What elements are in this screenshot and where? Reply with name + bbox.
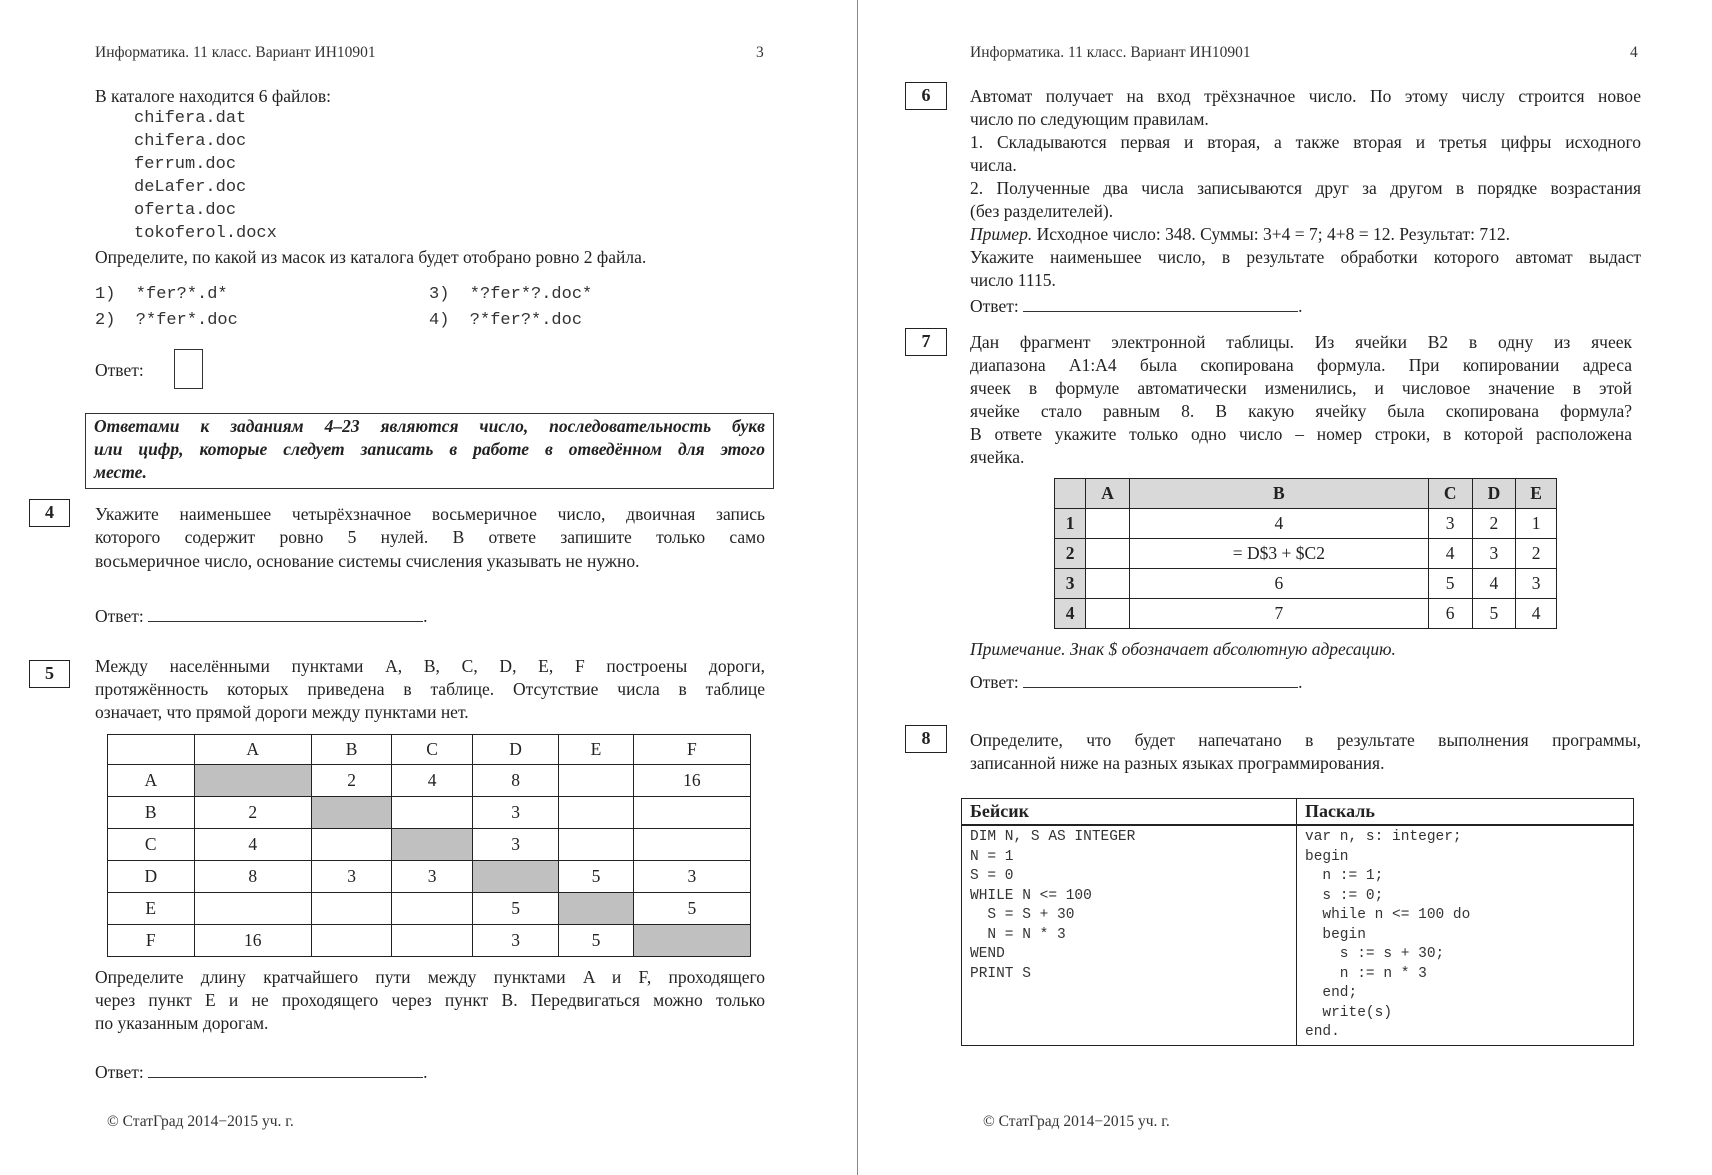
task8-text: записанной ниже на разных языках программирования.: [970, 753, 1385, 773]
task6-text: число 1115.: [970, 270, 1056, 290]
table-cell: 5: [1428, 569, 1472, 599]
table-cell: 8: [194, 861, 311, 893]
table-cell: 7: [1129, 599, 1428, 629]
row-header: 2: [1055, 539, 1086, 569]
footer: © СтатГрад 2014−2015 уч. г.: [107, 1113, 294, 1130]
notice-line: Ответами к заданиям 4–23 являются число, последовательность букв: [94, 416, 765, 436]
column-header: E: [559, 735, 633, 765]
option-3: 3) *?fer*?.doc*: [429, 285, 593, 304]
table-cell: 4: [1516, 599, 1557, 629]
table-cell: = D$3 + $C2: [1129, 539, 1428, 569]
table-cell: [1086, 569, 1130, 599]
task6-text: число по следующим правилам.: [970, 109, 1209, 129]
answer-box[interactable]: [174, 349, 203, 389]
table-cell: 3: [311, 861, 391, 893]
column-header: B: [1129, 479, 1428, 509]
row-header: D: [108, 861, 195, 893]
task7-text: ячеек в формуле автоматически изменились, и числовое значение в этой: [970, 378, 1632, 398]
example-text: Исходное число: 348. Суммы: 3+4 = 7; 4+8 = 12. Результат: 712.: [1032, 224, 1510, 244]
table-cell: 5: [559, 861, 633, 893]
task6-text: числа.: [970, 155, 1017, 175]
table-cell: 5: [559, 925, 633, 957]
notice-box: [85, 413, 774, 489]
table-cell: [392, 829, 472, 861]
table-cell: 4: [392, 765, 472, 797]
basic-header: Бейсик: [962, 799, 1297, 826]
task4-answer: Ответ: .: [95, 606, 428, 626]
table-cell: 16: [633, 765, 750, 797]
table-cell: 3: [633, 861, 750, 893]
task5-question: по указанным дорогам.: [95, 1013, 269, 1033]
table-cell: 3: [1516, 569, 1557, 599]
table-cell: 5: [633, 893, 750, 925]
table-cell: 3: [472, 829, 559, 861]
table-cell: 4: [194, 829, 311, 861]
answer-label: Ответ:: [95, 360, 144, 380]
task5-answer: Ответ: .: [95, 1062, 428, 1082]
table-cell: 5: [1472, 599, 1516, 629]
basic-code: DIM N, S AS INTEGER N = 1 S = 0 WHILE N <= 100 S = S + 30 N = N * 3 WEND PRINT S: [970, 829, 1136, 982]
task3-question: Определите, по какой из масок из каталога будет отобрано ровно 2 файла.: [95, 247, 647, 267]
table-cell: 3: [472, 797, 559, 829]
task-number-5: 5: [29, 660, 70, 688]
table-cell: [633, 829, 750, 861]
table-cell: 5: [472, 893, 559, 925]
file-name: chifera.doc: [134, 132, 247, 151]
table-cell: [559, 797, 633, 829]
task4-text: Укажите наименьшее четырёхзначное восьмеричное число, двоичная запись: [95, 504, 765, 524]
task5-text: Между населёнными пунктами A, B, C, D, E, F построены дороги,: [95, 656, 765, 676]
distance-table: [107, 734, 751, 957]
task-number-4: 4: [29, 499, 70, 527]
table-row: [1055, 569, 1557, 599]
table-row: [108, 797, 751, 829]
task6-text: 1. Складываются первая и вторая, а также вторая и третья цифры исходного: [970, 132, 1641, 152]
table-cell: 3: [1472, 539, 1516, 569]
task5-text: означает, что прямой дороги между пунктами нет.: [95, 702, 469, 722]
task7-text: диапазона A1:A4 была скопирована формула. При копировании адреса: [970, 355, 1632, 375]
table-cell: [194, 765, 311, 797]
row-header: E: [108, 893, 195, 925]
task-number-8: 8: [905, 725, 947, 753]
task3-intro: В каталоге находится 6 файлов:: [95, 86, 331, 106]
task5-question: через пункт E и не проходящего через пункт B. Передвигаться можно только: [95, 990, 765, 1010]
table-cell: [559, 893, 633, 925]
page-header: Информатика. 11 класс. Вариант ИН10901: [95, 44, 376, 61]
table-cell: [1086, 539, 1130, 569]
table-row: [1055, 599, 1557, 629]
table-row: [108, 893, 751, 925]
table-cell: 2: [311, 765, 391, 797]
option-1: 1) *fer?*.d*: [95, 285, 228, 304]
page-header: Информатика. 11 класс. Вариант ИН10901: [970, 44, 1251, 61]
table-cell: 2: [1516, 539, 1557, 569]
task7-text: В ответе укажите только одно число – номер строки, в которой расположена: [970, 424, 1632, 444]
table-cell: 2: [1472, 509, 1516, 539]
task7-text: Дан фрагмент электронной таблицы. Из ячейки B2 в одну из ячеек: [970, 332, 1632, 352]
table-row: [108, 925, 751, 957]
task-number-7: 7: [905, 328, 947, 356]
answer-line[interactable]: [148, 1060, 423, 1078]
column-header: D: [472, 735, 559, 765]
table-cell: 4: [1428, 539, 1472, 569]
file-name: deLafer.doc: [134, 178, 247, 197]
pascal-code: var n, s: integer; begin n := 1; s := 0; while n <= 100 do begin s := s + 30; n := n * 3 end; write(s) end.: [1305, 829, 1471, 1040]
table-cell: 16: [194, 925, 311, 957]
page-divider: [857, 0, 858, 1175]
column-header: F: [633, 735, 750, 765]
task7-text: ячейке стало равным 8. В какую ячейку была скопирована формула?: [970, 401, 1632, 421]
notice-line: месте.: [94, 462, 147, 482]
task5-question: Определите длину кратчайшего пути между пунктами A и F, проходящего: [95, 967, 765, 987]
table-row: [108, 765, 751, 797]
answer-label: Ответ:: [95, 606, 144, 626]
table-cell: [392, 893, 472, 925]
table-cell: 8: [472, 765, 559, 797]
notice-line: или цифр, которые следует записать в работе в отведённом для этого: [94, 439, 765, 459]
table-cell: [1086, 509, 1130, 539]
row-header: B: [108, 797, 195, 829]
task7-note: Примечание. Знак $ обозначает абсолютную адресацию.: [970, 639, 1396, 659]
pascal-header: Паскаль: [1297, 799, 1634, 826]
task-number-6: 6: [905, 82, 947, 110]
program-table: [961, 798, 1634, 1046]
table-cell: [392, 797, 472, 829]
task8-text: Определите, что будет напечатано в результате выполнения программы,: [970, 730, 1641, 750]
table-cell: [559, 765, 633, 797]
column-header: [1055, 479, 1086, 509]
task6-answer: Ответ: .: [970, 296, 1303, 316]
table-row: [108, 861, 751, 893]
table-cell: [311, 893, 391, 925]
table-cell: 3: [392, 861, 472, 893]
table-cell: 6: [1129, 569, 1428, 599]
column-header: [108, 735, 195, 765]
table-cell: [392, 925, 472, 957]
footer: © СтатГрад 2014−2015 уч. г.: [983, 1113, 1170, 1130]
answer-label: Ответ:: [970, 672, 1019, 692]
table-cell: 3: [472, 925, 559, 957]
table-row: [1055, 539, 1557, 569]
file-name: ferrum.doc: [134, 155, 237, 174]
task7-answer: Ответ: .: [970, 672, 1303, 692]
row-header: 1: [1055, 509, 1086, 539]
table-cell: [559, 829, 633, 861]
task6-text: Автомат получает на вход трёхзначное число. По этому числу строится новое: [970, 86, 1641, 106]
table-cell: 6: [1428, 599, 1472, 629]
page-number: 4: [1630, 44, 1638, 61]
row-header: C: [108, 829, 195, 861]
task6-text: 2. Полученные два числа записываются друг за другом в порядке возрастания: [970, 178, 1641, 198]
table-cell: 3: [1428, 509, 1472, 539]
table-row: [108, 829, 751, 861]
table-cell: [311, 797, 391, 829]
row-header: A: [108, 765, 195, 797]
spreadsheet-table: [1054, 478, 1557, 629]
task4-text: восьмеричное число, основание системы счисления указывать не нужно.: [95, 551, 640, 571]
table-cell: [311, 925, 391, 957]
task6-text: Укажите наименьшее число, в результате обработки которого автомат выдаст: [970, 247, 1641, 267]
table-cell: 4: [1472, 569, 1516, 599]
option-2: 2) ?*fer*.doc: [95, 311, 238, 330]
table-cell: [311, 829, 391, 861]
answer-line[interactable]: [1023, 670, 1298, 688]
table-cell: [633, 925, 750, 957]
column-header: C: [392, 735, 472, 765]
answer-label: Ответ:: [970, 296, 1019, 316]
table-cell: [1086, 599, 1130, 629]
task7-text: ячейка.: [970, 447, 1025, 467]
table-cell: 4: [1129, 509, 1428, 539]
column-header: A: [194, 735, 311, 765]
answer-line[interactable]: [1023, 294, 1298, 312]
table-cell: [472, 861, 559, 893]
column-header: D: [1472, 479, 1516, 509]
answer-label: Ответ:: [95, 1062, 144, 1082]
column-header: E: [1516, 479, 1557, 509]
column-header: B: [311, 735, 391, 765]
page-number: 3: [756, 44, 764, 61]
column-header: C: [1428, 479, 1472, 509]
example-label: Пример.: [970, 224, 1033, 244]
file-name: tokoferol.docx: [134, 224, 277, 243]
task6-text: (без разделителей).: [970, 201, 1114, 221]
table-row: [1055, 509, 1557, 539]
table-cell: 2: [194, 797, 311, 829]
task6-example: [970, 223, 1510, 246]
task4-text: которого содержит ровно 5 нулей. В ответе запишите только само: [95, 527, 765, 547]
answer-line[interactable]: [148, 604, 423, 622]
option-4: 4) ?*fer?*.doc: [429, 311, 583, 330]
file-name: oferta.doc: [134, 201, 237, 220]
row-header: F: [108, 925, 195, 957]
table-cell: [633, 797, 750, 829]
table-cell: 1: [1516, 509, 1557, 539]
column-header: A: [1086, 479, 1130, 509]
task5-text: протяжённость которых приведена в таблице. Отсутствие числа в таблице: [95, 679, 765, 699]
row-header: 4: [1055, 599, 1086, 629]
row-header: 3: [1055, 569, 1086, 599]
file-name: chifera.dat: [134, 109, 247, 128]
table-cell: [194, 893, 311, 925]
